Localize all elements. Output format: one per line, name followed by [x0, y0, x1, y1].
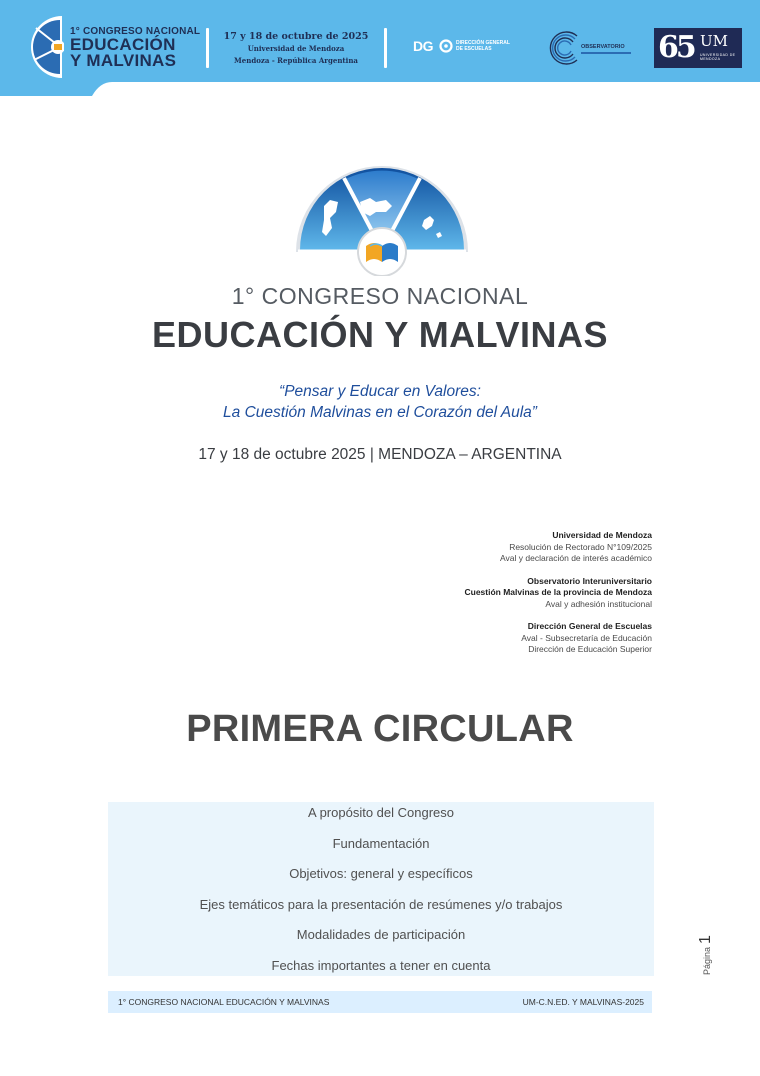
endorsement-line: Aval - Subsecretaría de Educación — [521, 632, 652, 643]
endorsement-org: Observatorio Interuniversitario — [527, 575, 652, 586]
endorsement-org-line2: Cuestión Malvinas de la provincia de Mendoza — [464, 587, 652, 597]
header-brand-line2: Y MALVINAS — [70, 51, 177, 70]
um-letters: UM — [700, 32, 729, 50]
dge-line1: DIRECCIÓN GENERAL — [456, 40, 510, 46]
congress-dateline: 17 y 18 de octubre 2025 | MENDOZA – ARGENTINA — [198, 446, 562, 463]
observatorio-arcs-icon — [543, 30, 583, 66]
header-divider — [206, 28, 209, 68]
page-indicator — [696, 932, 722, 982]
toc-item: A propósito del Congreso — [308, 805, 454, 820]
toc-item: Modalidades de participación — [296, 927, 466, 942]
congress-subtitle: 1° CONGRESO NACIONAL — [231, 283, 529, 309]
endorsement-line: Resolución de Rectorado N°109/2025 — [509, 541, 652, 552]
motto-line1: “Pensar y Educar en Valores: — [279, 383, 481, 400]
header-dates-line2: Universidad de Mendoza — [247, 44, 345, 53]
dge-circle-icon — [439, 39, 453, 53]
dge-mark: DG — [413, 38, 433, 54]
header-brand-line1: EDUCACIÓN — [70, 35, 176, 54]
footer-right: UM-C.N.ED. Y MALVINAS-2025 — [522, 997, 644, 1007]
table-of-contents — [108, 802, 654, 976]
observatorio-logo — [543, 30, 638, 66]
header-band — [0, 0, 760, 96]
endorsement-um — [352, 530, 652, 565]
header-brand-small: 1° CONGRESO NACIONAL — [70, 26, 201, 37]
footer-left: 1° CONGRESO NACIONAL EDUCACIÓN Y MALVINAS — [118, 997, 330, 1007]
observatorio-text: OBSERVATORIO — [581, 44, 625, 50]
page-number: 1 — [696, 935, 714, 944]
toc-item: Ejes temáticos para la presentación de resúmenes y/o trabajos — [199, 896, 563, 912]
circular-title: PRIMERA CIRCULAR — [186, 708, 574, 750]
endorsement-observatorio — [352, 576, 652, 611]
um-logo — [654, 28, 742, 68]
um-65-mark: 65 — [658, 30, 694, 65]
endorsement-org: Dirección General de Escuelas — [527, 621, 652, 631]
endorsement-line: Aval y declaración de interés académico — [500, 553, 652, 563]
header-divider — [384, 28, 387, 68]
page-footer — [108, 991, 652, 1013]
toc-item: Fechas importantes a tener en cuenta — [271, 957, 491, 973]
congress-fan-logo-icon — [22, 14, 64, 80]
header-dates-line1: 17 y 18 de octubre de 2025 — [223, 31, 369, 42]
congress-emblem-icon — [294, 166, 470, 276]
congress-title: EDUCACIÓN Y MALVINAS — [151, 314, 609, 355]
endorsement-line: Dirección de Educación Superior — [528, 644, 652, 654]
endorsements — [352, 530, 652, 667]
congress-motto — [0, 381, 760, 423]
header-dates — [222, 30, 370, 67]
observatorio-rule — [581, 52, 631, 54]
endorsement-org: Universidad de Mendoza — [552, 530, 652, 540]
dge-logo — [413, 38, 510, 56]
page-indicator-text — [697, 935, 715, 975]
um-subtitle: UNIVERSIDAD DE MENDOZA — [700, 53, 736, 61]
dge-text — [456, 40, 528, 52]
header-brand — [70, 26, 200, 69]
page-label: Página — [701, 946, 712, 975]
dge-line2: DE ESCUELAS — [456, 46, 492, 52]
endorsement-line: Aval y adhesión institucional — [545, 598, 652, 609]
endorsement-dge — [352, 621, 652, 656]
header-dates-line3: Mendoza - República Argentina — [234, 56, 358, 65]
motto-line2: La Cuestión Malvinas en el Corazón del Aula” — [223, 404, 537, 421]
toc-item: Fundamentación — [332, 835, 430, 851]
toc-item: Objetivos: general y específicos — [289, 866, 473, 881]
